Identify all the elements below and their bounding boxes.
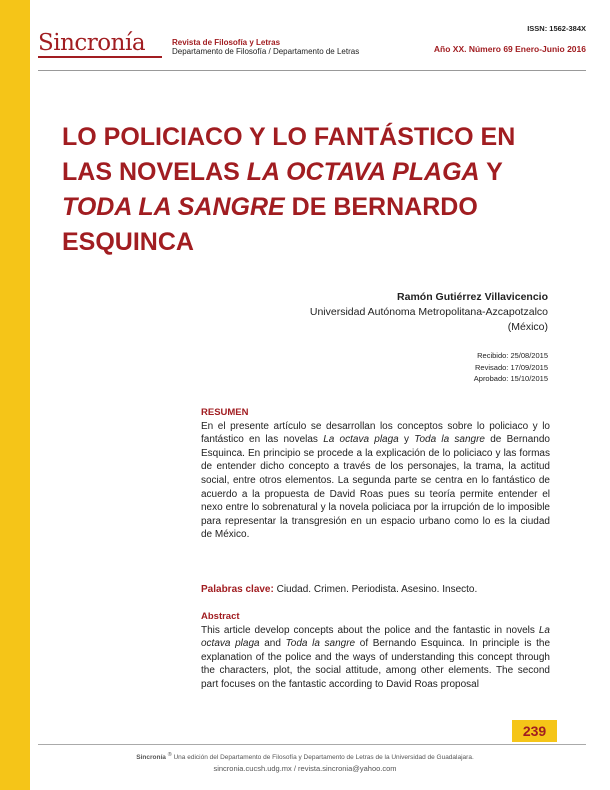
resumen-heading: RESUMEN xyxy=(201,407,249,418)
abstract-text xyxy=(201,624,550,692)
header-divider xyxy=(38,70,586,71)
registered-mark: ® xyxy=(167,752,172,758)
title-italic-1: LA OCTAVA PLAGA xyxy=(246,158,480,186)
keywords xyxy=(201,583,550,597)
logo-underline xyxy=(38,56,162,58)
author-affiliation: Universidad Autónoma Metropolitana-Azcapotzalco xyxy=(309,306,548,318)
date-revised: Revisado: 17/09/2015 xyxy=(475,362,548,372)
date-received: Recibido: 25/08/2015 xyxy=(477,351,548,360)
abstract-italic-1: La octava plaga xyxy=(201,624,550,650)
resumen-text-2: y xyxy=(398,434,415,446)
footer-credit-text: Una edición del Departamento de Filosofía y Departamento de Letras de la Universidad de Guadalajara. xyxy=(173,754,474,762)
abstract-text-3: of Bernando Esquinca. In principle is the explanation of the police and the ways of understanding this concept through the characters, plot, the social attitude, among other elements. The second part focuses on the fantastic according to David Roas proposal xyxy=(201,638,550,690)
keywords-label: Palabras clave: xyxy=(201,584,274,595)
abstract-section xyxy=(201,610,550,692)
submission-dates xyxy=(474,350,548,385)
resumen-italic-2: Toda la sangre xyxy=(414,434,485,446)
author-block xyxy=(310,290,548,335)
title-part-1: LO POLICIACO Y LO FANTÁSTICO EN LAS NOVELAS xyxy=(62,123,516,186)
keywords-text: Ciudad. Crimen. Periodista. Asesino. Insecto. xyxy=(273,584,478,595)
left-color-bar xyxy=(0,0,30,790)
page-number: 239 xyxy=(512,720,557,742)
author-country: (México) xyxy=(507,321,548,333)
title-italic-2: TODA LA SANGRE xyxy=(62,193,285,221)
abstract-text-2: and xyxy=(259,638,286,650)
title-part-2: Y xyxy=(479,158,503,186)
footer-credit xyxy=(60,752,550,761)
footer-brand: Sincronía xyxy=(136,754,166,762)
journal-department: Departamento de Filosofía / Departamento de Letras xyxy=(172,47,360,56)
issue-info: Año XX. Número 69 Enero-Junio 2016 xyxy=(433,44,586,54)
journal-logo: Sincronía xyxy=(38,30,146,56)
date-approved: Aprobado: 15/10/2015 xyxy=(473,374,548,383)
author-name: Ramón Gutiérrez Villavicencio xyxy=(397,291,548,303)
issn: ISSN: 1562-384X xyxy=(527,24,586,33)
title-part-3: DE BERNARDO ESQUINCA xyxy=(62,193,478,256)
resumen-text-3: de Bernando Esquinca. En principio se procede a la explicación de lo policiaco y las formas de entender dicho concepto a través de los personajes, la trama, la actitud social, entre otros elementos. La segunda parte se centra en lo fantástico de acuerdo a la propuesta de David Roas pues su teoría permite entender el nexo entre lo sobrenatural y la novela policiaca por la irrupción de lo imposible para representar la transgresión en un espacio urbano como lo es la ciudad de México. xyxy=(201,434,550,541)
resumen-section xyxy=(201,406,550,542)
journal-subtitle: Revista de Filosofía y Letras xyxy=(172,38,281,47)
journal-header xyxy=(38,24,586,68)
article-title xyxy=(62,120,562,260)
abstract-italic-2: Toda la sangre xyxy=(285,638,356,650)
footer-links: sincronia.cucsh.udg.mx / revista.sincronia@yahoo.com xyxy=(213,764,397,773)
resumen-italic-1: La octava plaga xyxy=(323,434,399,446)
resumen-text xyxy=(201,420,550,542)
abstract-heading: Abstract xyxy=(201,611,240,622)
abstract-text-1: This article develop concepts about the police and the fantastic in novels xyxy=(201,624,539,636)
resumen-text-1: En el presente artículo se desarrollan los conceptos sobre lo policiaco y lo fantástico en las novelas xyxy=(201,420,550,446)
footer-divider xyxy=(38,744,586,745)
